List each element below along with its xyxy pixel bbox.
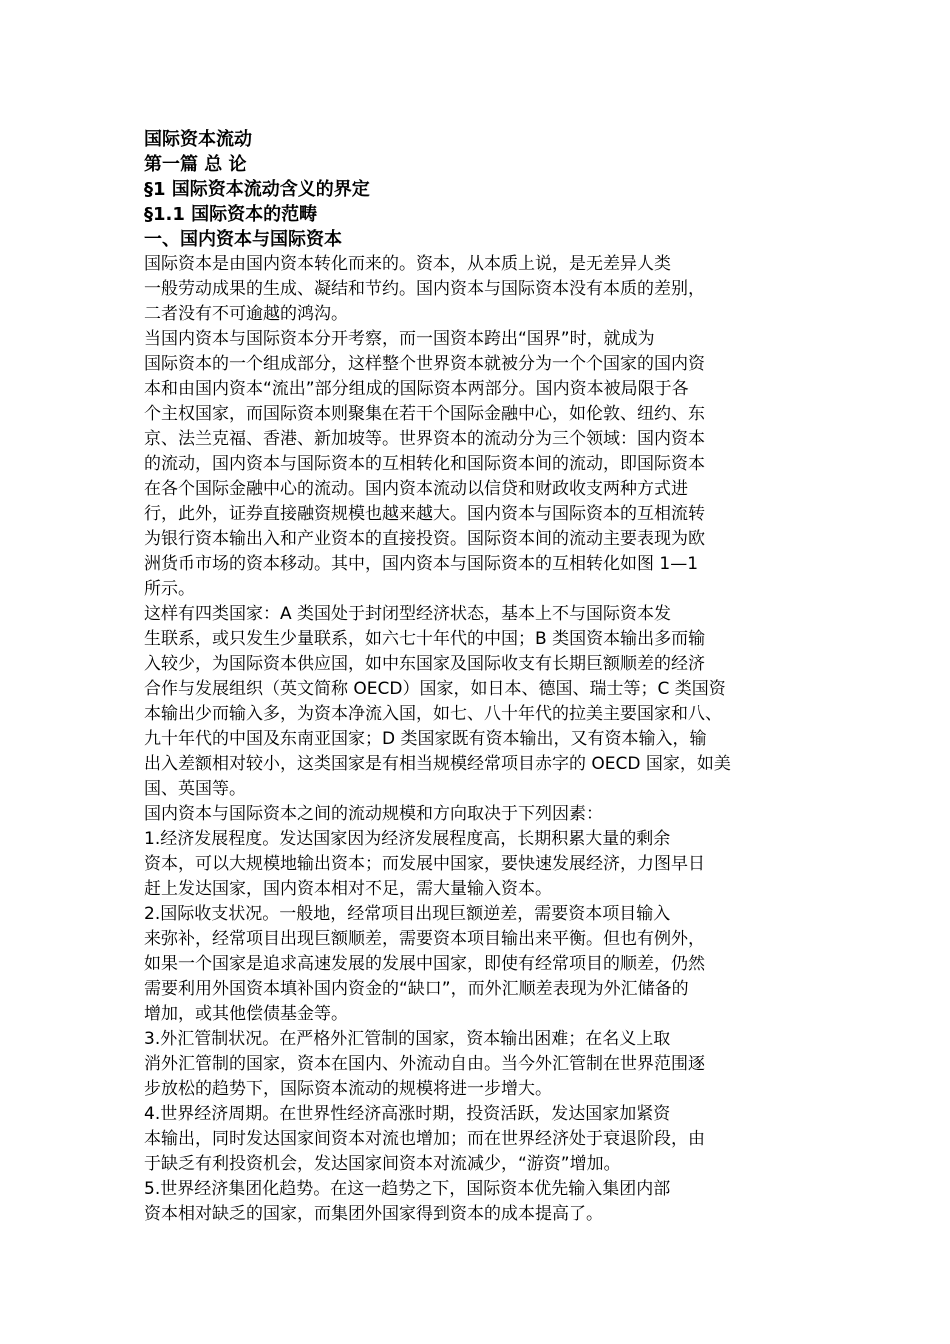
text-line: 本和由国内资本“流出”部分组成的国际资本两部分。国内资本被局限于各: [144, 379, 689, 399]
text-line: 在各个国际金融中心的流动。国内资本流动以信贷和财政收支两种方式进: [144, 479, 688, 499]
text-line: 资本相对缺乏的国家，而集团外国家得到资本的成本提高了。: [144, 1204, 603, 1224]
text-line: 的流动，国内资本与国际资本的互相转化和国际资本间的流动，即国际资本: [144, 454, 705, 474]
text-line: 国际资本的一个组成部分，这样整个世界资本就被分为一个个国家的国内资: [144, 354, 705, 374]
text-line: 如果一个国家是追求高速发展的发展中国家，即使有经常项目的顺差，仍然: [144, 954, 705, 974]
text-line: 2.国际收支状况。一般地，经常项目出现巨额逆差，需要资本项目输入: [144, 904, 671, 924]
text-line: 当国内资本与国际资本分开考察，而一国资本跨出“国界”时，就成为: [144, 329, 655, 349]
text-line: 洲货币市场的资本移动。其中，国内资本与国际资本的互相转化如图 1—1: [144, 554, 699, 574]
body-text: [144, 252, 804, 1227]
document-page: [144, 127, 804, 1227]
text-line: 京、法兰克福、香港、新加坡等。世界资本的流动分为三个领域：国内资本: [144, 429, 705, 449]
text-line: 二者没有不可逾越的鸿沟。: [144, 304, 348, 324]
part-heading: 第一篇 总 论: [144, 154, 247, 175]
text-line: 赶上发达国家，国内资本相对不足，需大量输入资本。: [144, 879, 552, 899]
text-line: 本输出，同时发达国家间资本对流也增加；而在世界经济处于衰退阶段，由: [144, 1129, 705, 1149]
text-line: 国际资本是由国内资本转化而来的。资本，从本质上说，是无差异人类: [144, 254, 671, 274]
text-line: 4.世界经济周期。在世界性经济高涨时期，投资活跃，发达国家加紧资: [144, 1104, 671, 1124]
text-line: 于缺乏有利投资机会，发达国家间资本对流减少，“游资”增加。: [144, 1154, 621, 1174]
text-line: 增加，或其他偿债基金等。: [144, 1004, 348, 1024]
text-line: 生联系，或只发生少量联系，如六七十年代的中国；B 类国资本输出多而输: [144, 629, 706, 649]
text-line: 本输出少而输入多，为资本净流入国，如七、八十年代的拉美主要国家和八、: [144, 704, 722, 724]
text-line: 消外汇管制的国家，资本在国内、外流动自由。当今外汇管制在世界范围逐: [144, 1054, 705, 1074]
text-line: 这样有四类国家：A 类国处于封闭型经济状态，基本上不与国际资本发: [144, 604, 672, 624]
text-line: 个主权国家，而国际资本则聚集在若干个国际金融中心，如伦敦、纽约、东: [144, 404, 705, 424]
text-line: 所示。: [144, 579, 195, 599]
text-line: 需要利用外国资本填补国内资金的“缺口”，而外汇顺差表现为外汇储备的: [144, 979, 689, 999]
text-line: 一般劳动成果的生成、凝结和节约。国内资本与国际资本没有本质的差别，: [144, 279, 705, 299]
text-line: 步放松的趋势下，国际资本流动的规模将进一步增大。: [144, 1079, 552, 1099]
text-line: 1.经济发展程度。发达国家因为经济发展程度高，长期积累大量的剩余: [144, 829, 671, 849]
text-line: 3.外汇管制状况。在严格外汇管制的国家，资本输出困难；在名义上取: [144, 1029, 671, 1049]
section-heading: §1 国际资本流动含义的界定: [144, 179, 370, 200]
text-line: 5.世界经济集团化趋势。在这一趋势之下，国际资本优先输入集团内部: [144, 1179, 671, 1199]
text-line: 国、英国等。: [144, 779, 246, 799]
text-line: 入较少，为国际资本供应国，如中东国家及国际收支有长期巨额顺差的经济: [144, 654, 705, 674]
document-title: 国际资本流动: [144, 129, 252, 150]
text-line: 国内资本与国际资本之间的流动规模和方向取决于下列因素：: [144, 804, 603, 824]
text-line: 出入差额相对较小，这类国家是有相当规模经常项目赤字的 OECD 国家，如美: [144, 754, 731, 774]
text-line: 行，此外，证券直接融资规模也越来越大。国内资本与国际资本的互相流转: [144, 504, 705, 524]
text-line: 来弥补，经常项目出现巨额顺差，需要资本项目输出来平衡。但也有例外，: [144, 929, 705, 949]
text-line: 合作与发展组织（英文简称 OECD）国家，如日本、德国、瑞士等；C 类国资: [144, 679, 726, 699]
text-line: 为银行资本输出入和产业资本的直接投资。国际资本间的流动主要表现为欧: [144, 529, 705, 549]
subsection-heading: §1.1 国际资本的范畴: [144, 204, 318, 225]
text-line: 资本，可以大规模地输出资本；而发展中国家，要快速发展经济，力图早日: [144, 854, 705, 874]
topic-heading: 一、国内资本与国际资本: [144, 229, 342, 250]
text-line: 九十年代的中国及东南亚国家；D 类国家既有资本输出，又有资本输入，输: [144, 729, 707, 749]
